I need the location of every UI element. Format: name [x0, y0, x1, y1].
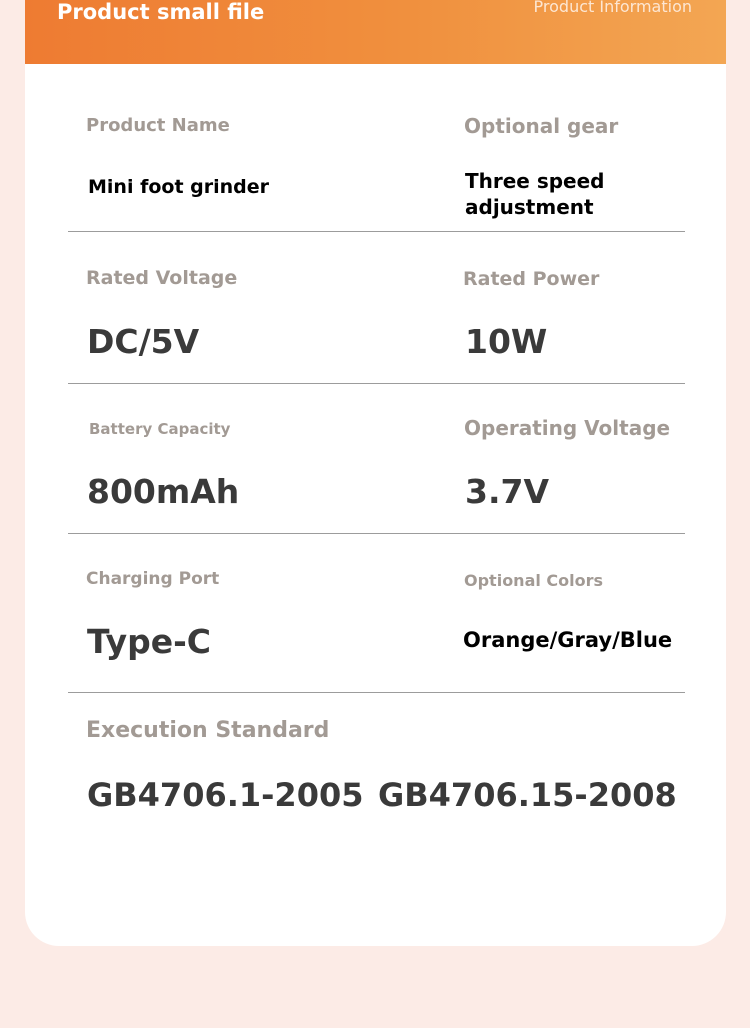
- row-divider: [68, 533, 685, 534]
- rated-voltage-label: Rated Voltage: [86, 267, 238, 289]
- card-header: [25, 0, 726, 64]
- rated-power-label: Rated Power: [463, 268, 600, 290]
- operating-voltage-label: Operating Voltage: [464, 416, 671, 440]
- header-title: Product small file: [57, 0, 265, 24]
- battery-capacity-value: 800mAh: [87, 472, 240, 511]
- optional-gear-value-line1: Three speed: [465, 169, 605, 193]
- optional-colors-label: Optional Colors: [464, 571, 604, 590]
- product-name-label: Product Name: [86, 115, 230, 136]
- row-divider: [68, 692, 685, 693]
- product-name-value: Mini foot grinder: [88, 176, 270, 198]
- charging-port-label: Charging Port: [86, 569, 220, 589]
- optional-colors-value: Orange/Gray/Blue: [463, 628, 673, 652]
- header-subtitle: Product Information: [533, 0, 692, 16]
- optional-gear-value-line2: adjustment: [465, 195, 594, 219]
- row-divider: [68, 383, 685, 384]
- charging-port-value: Type-C: [87, 622, 212, 661]
- row-divider: [68, 231, 685, 232]
- rated-power-value: 10W: [465, 322, 548, 361]
- optional-gear-value: [465, 168, 605, 220]
- battery-capacity-label: Battery Capacity: [89, 420, 231, 438]
- rated-voltage-value: DC/5V: [87, 322, 200, 361]
- optional-gear-label: Optional gear: [464, 114, 619, 138]
- execution-standard-label: Execution Standard: [86, 718, 330, 743]
- execution-standard-value-2: GB4706.15-2008: [378, 776, 677, 814]
- operating-voltage-value: 3.7V: [465, 472, 549, 511]
- product-info-card: [25, 0, 726, 946]
- execution-standard-value-1: GB4706.1-2005: [87, 776, 364, 814]
